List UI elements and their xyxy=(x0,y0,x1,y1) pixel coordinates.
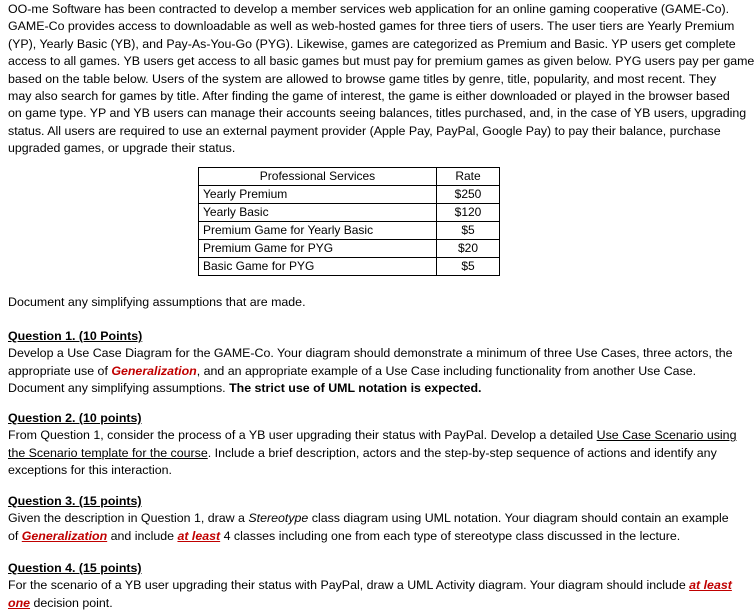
assumptions-note: Document any simplifying assumptions that are made. xyxy=(8,295,306,309)
question-4-line xyxy=(8,577,732,594)
intro-paragraph xyxy=(8,1,754,158)
rate-cell: $250 xyxy=(437,186,500,204)
rate-cell: $120 xyxy=(437,204,500,222)
scenario-template-link[interactable]: the Scenario template for the course xyxy=(8,445,208,460)
question-2-line xyxy=(8,427,737,444)
intro-line: (YP), Yearly Basic (YB), and Pay-As-You-Go (PYG). Likewise, games are categorized as Premium and Basic. YP users get complete xyxy=(8,36,736,51)
service-cell: Premium Game for Yearly Basic xyxy=(199,222,437,240)
table-row xyxy=(199,204,500,222)
question-3-line xyxy=(8,510,729,527)
column-header-rate: Rate xyxy=(437,168,500,186)
question-1-title: Question 1. (10 Points) xyxy=(8,329,143,343)
question-3 xyxy=(8,493,729,545)
rate-cell: $5 xyxy=(437,258,500,276)
text-run: For the scenario of a YB user upgrading their status with PayPal, draw a UML Activity diagram. Your diagram should include xyxy=(8,578,690,593)
question-4-line xyxy=(8,595,719,612)
question-3-line xyxy=(8,528,719,545)
table-header-row xyxy=(199,168,500,186)
service-cell: Yearly Premium xyxy=(199,186,437,204)
question-2-line xyxy=(8,445,719,462)
service-cell: Yearly Basic xyxy=(199,204,437,222)
table-row xyxy=(199,258,500,276)
table-row xyxy=(199,186,500,204)
one-emphasis: one xyxy=(8,595,31,610)
intro-line: may also search for games by title. After finding the game of interest, the game is either downloaded or played in the browser based xyxy=(8,89,730,104)
column-header-service: Professional Services xyxy=(199,168,437,186)
intro-line: status. All users are required to use an external payment provider (Apple Pay, PayPal, Google Pay) to pay their balance, purchase xyxy=(8,123,721,138)
text-run: Given the description in Question 1, draw a xyxy=(8,511,249,526)
intro-line: on game type. YP and YB users can manage their accounts seeing balances, titles purchased, and, in the case of YB users, upgrading xyxy=(8,106,747,121)
generalization-emphasis: Generalization xyxy=(21,528,108,543)
service-cell: Premium Game for PYG xyxy=(199,240,437,258)
generalization-emphasis: Generalization xyxy=(111,363,197,378)
question-1-line: Develop a Use Case Diagram for the GAME-Co. Your diagram should demonstrate a minimum of three Use Cases, three actors, the xyxy=(8,346,733,361)
text-run: Document any simplifying assumptions. xyxy=(8,381,230,396)
stereotype-emphasis: Stereotype xyxy=(248,511,309,526)
question-1 xyxy=(8,328,733,398)
text-run: class diagram using UML notation. Your diagram should contain an example xyxy=(308,511,729,526)
intro-line: upgraded games, or upgrade their status. xyxy=(8,141,236,156)
table-row xyxy=(199,240,500,258)
question-2-line: exceptions for this interaction. xyxy=(8,463,172,478)
uml-notation-emphasis: The strict use of UML notation is expected. xyxy=(229,381,482,396)
text-run: decision point. xyxy=(30,595,113,610)
text-run: of xyxy=(8,528,22,543)
question-3-title: Question 3. (15 points) xyxy=(8,494,142,508)
text-run: , and an appropriate example of a Use Case including functionality from another Use Case. xyxy=(196,363,697,378)
question-2-title: Question 2. (10 points) xyxy=(8,411,142,425)
question-4 xyxy=(8,560,732,612)
question-1-line xyxy=(8,380,719,397)
question-2 xyxy=(8,410,737,480)
question-1-line xyxy=(8,363,719,380)
intro-line: OO-me Software has been contracted to develop a member services web application for an online gaming cooperative (GAME-Co). xyxy=(8,2,730,16)
rates-table xyxy=(198,167,500,276)
intro-line: GAME-Co provides access to downloadable as well as web-hosted games for three tiers of users. The user tiers are Yearly Premium xyxy=(8,19,735,34)
rate-cell: $5 xyxy=(437,222,500,240)
text-run: and include xyxy=(107,528,178,543)
scenario-template-link[interactable]: Use Case Scenario using xyxy=(596,428,737,443)
question-4-title: Question 4. (15 points) xyxy=(8,561,142,575)
service-cell: Basic Game for PYG xyxy=(199,258,437,276)
text-run: . Include a brief description, actors and the step-by-step sequence of actions and identify any xyxy=(207,445,717,460)
text-run: From Question 1, consider the process of a YB user upgrading their status with PayPal. Develop a detailed xyxy=(8,428,597,443)
at-least-emphasis: at least xyxy=(689,578,732,593)
intro-line: based on the table below. Users of the system are allowed to browse game titles by genre, title, popularity, and most recent. They xyxy=(8,71,717,86)
at-least-emphasis: at least xyxy=(177,528,221,543)
text-run: 4 classes including one from each type of stereotype class discussed in the lecture. xyxy=(220,528,681,543)
text-run: appropriate use of xyxy=(8,363,112,378)
table-row xyxy=(199,222,500,240)
intro-line: access to all games. YB users get access to all basic games but must pay for premium games as given below. PYG users pay per game xyxy=(8,54,754,69)
rate-cell: $20 xyxy=(437,240,500,258)
